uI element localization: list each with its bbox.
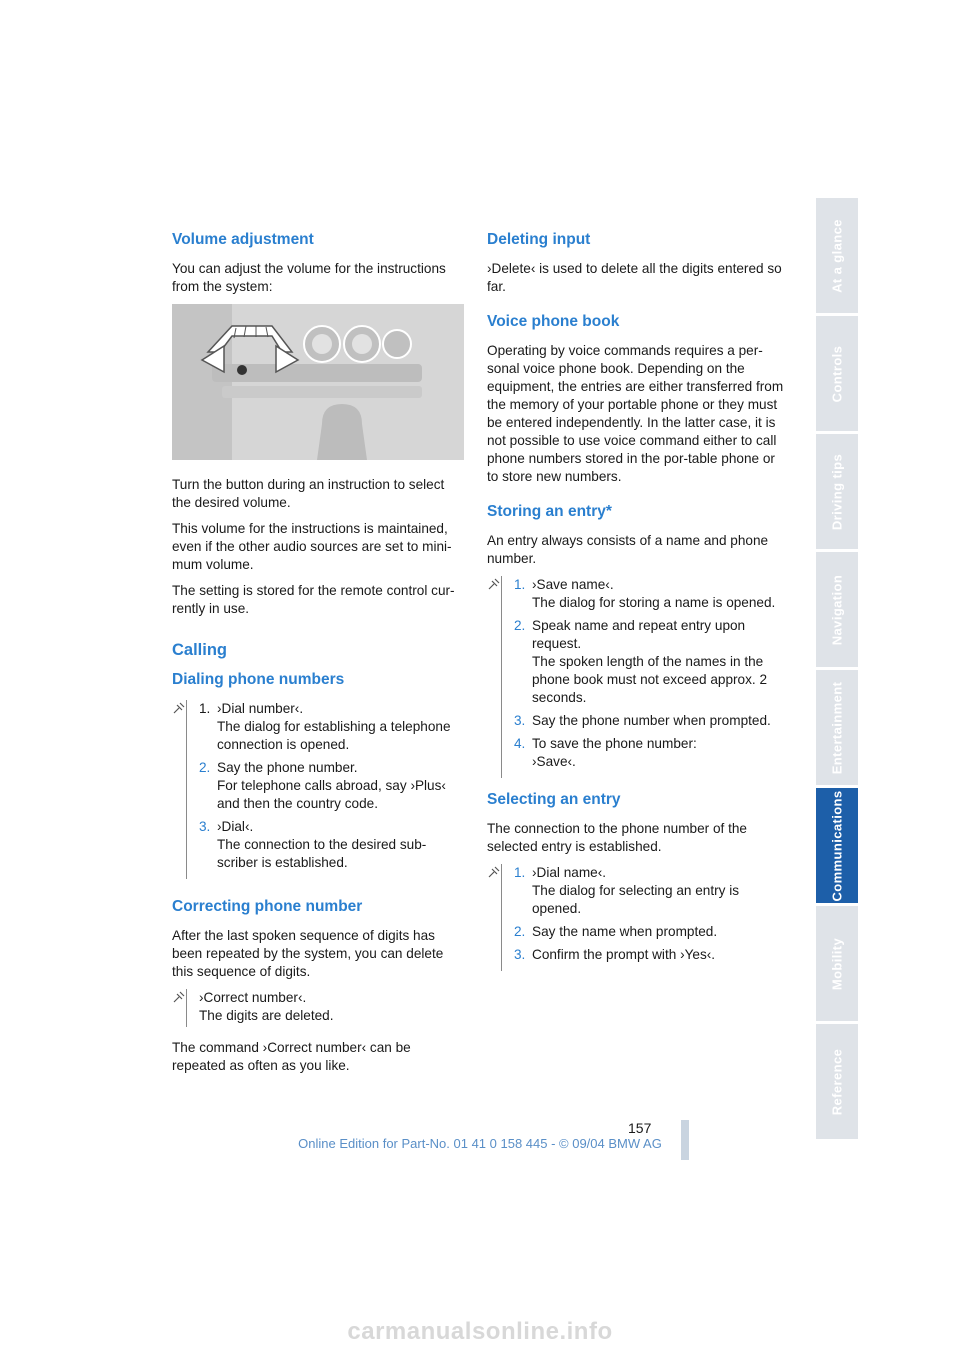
storing-step-3: 3. Say the phone number when prompted. [514, 713, 771, 728]
tab-driving-tips[interactable]: Driving tips [816, 434, 858, 552]
correcting-voice-command [186, 989, 464, 1027]
selecting-step-1: 1. ›Dial name‹. The dialog for selecting an entry is opened. [514, 865, 740, 916]
selecting-step-3: 3. Confirm the prompt with ›Yes‹. [514, 947, 716, 962]
voice-command-icon [173, 702, 185, 714]
volume-paragraph-3: The setting is stored for the remote control cur-rently in use. [172, 583, 455, 616]
deleting-heading: Deleting input [487, 231, 591, 248]
footer-edition: Online Edition for Part-No. 01 41 0 158 445 - © 09/04 BMW AG [298, 1136, 662, 1151]
dialing-voice-steps [186, 700, 464, 879]
volume-paragraph-1: Turn the button during an instruction to select the desired volume. [172, 477, 445, 510]
storing-step-1: 1. ›Save name‹. The dialog for storing a name is opened. [514, 577, 776, 610]
correcting-command: ›Correct number‹. [199, 990, 307, 1005]
voice-command-icon [173, 991, 185, 1003]
volume-intro: You can adjust the volume for the instructions from the system: [172, 261, 446, 294]
phonebook-heading: Voice phone book [487, 313, 620, 330]
dialing-step-3: 3. ›Dial‹. The connection to the desired sub-scriber is established. [199, 819, 427, 870]
selecting-step-2: 2. Say the name when prompted. [514, 924, 718, 939]
volume-adjustment-heading: Volume adjustment [172, 231, 314, 248]
correcting-paragraph-2: The command ›Correct number‹ can be repeated as often as you like. [172, 1040, 411, 1073]
tab-reference[interactable]: Reference [816, 1024, 858, 1142]
correcting-result: The digits are deleted. [199, 1008, 334, 1023]
correcting-paragraph-1: After the last spoken sequence of digits has been repeated by the system, you can delete this sequence of digits. [172, 928, 444, 979]
voice-command-icon [488, 866, 500, 878]
tab-communications[interactable]: Communications [816, 788, 858, 906]
correcting-heading: Correcting phone number [172, 898, 363, 915]
volume-knob-illustration [172, 304, 464, 460]
voice-command-icon [488, 578, 500, 590]
right-column [487, 230, 787, 983]
selecting-paragraph: The connection to the phone number of the selected entry is established. [487, 821, 747, 854]
tab-mobility[interactable]: Mobility [816, 906, 858, 1024]
phonebook-paragraph: Operating by voice commands requires a per-sonal voice phone book. Depending on the equipment, the entries are either transferred from the memory of your portable phone or they must be entered independently. In the latter case, it is not possible to use voice command either to call phone numbers stored in the por-table phone or to store new numbers. [487, 343, 784, 484]
deleting-paragraph: ›Delete‹ is used to delete all the digits entered so far. [487, 261, 782, 294]
storing-step-2: 2. Speak name and repeat entry upon request. The spoken length of the names in the phone book must not exceed approx. 2 seconds. [514, 618, 768, 705]
dialing-step-2: 2. Say the phone number. For telephone calls abroad, say ›Plus‹ and then the country code. [199, 760, 446, 811]
tab-navigation[interactable]: Navigation [816, 552, 858, 670]
storing-step-4: 4. To save the phone number: ›Save‹. [514, 736, 697, 769]
dashboard-illustration [172, 304, 464, 460]
selecting-heading: Selecting an entry [487, 791, 621, 808]
dialing-step-1: 1. ›Dial number‹. The dialog for establishing a telephone connection is opened. [199, 701, 451, 752]
storing-heading: Storing an entry* [487, 503, 612, 520]
left-column [172, 230, 464, 1083]
calling-heading: Calling [172, 641, 228, 659]
storing-paragraph: An entry always consists of a name and phone number. [487, 533, 769, 566]
tab-at-a-glance[interactable]: At a glance [816, 198, 858, 316]
tab-entertainment[interactable]: Entertainment [816, 670, 858, 788]
volume-paragraph-2: This volume for the instructions is maintained, even if the other audio sources are set to mini-mum volume. [172, 521, 452, 572]
storing-voice-steps [501, 576, 787, 778]
chapter-index-tabs [816, 198, 858, 1142]
tab-controls[interactable]: Controls [816, 316, 858, 434]
watermark-logo: carmanualsonline.info [347, 1318, 613, 1345]
selecting-voice-steps [501, 864, 787, 971]
dialing-heading: Dialing phone numbers [172, 671, 345, 688]
page-number: 157 [628, 1120, 652, 1136]
